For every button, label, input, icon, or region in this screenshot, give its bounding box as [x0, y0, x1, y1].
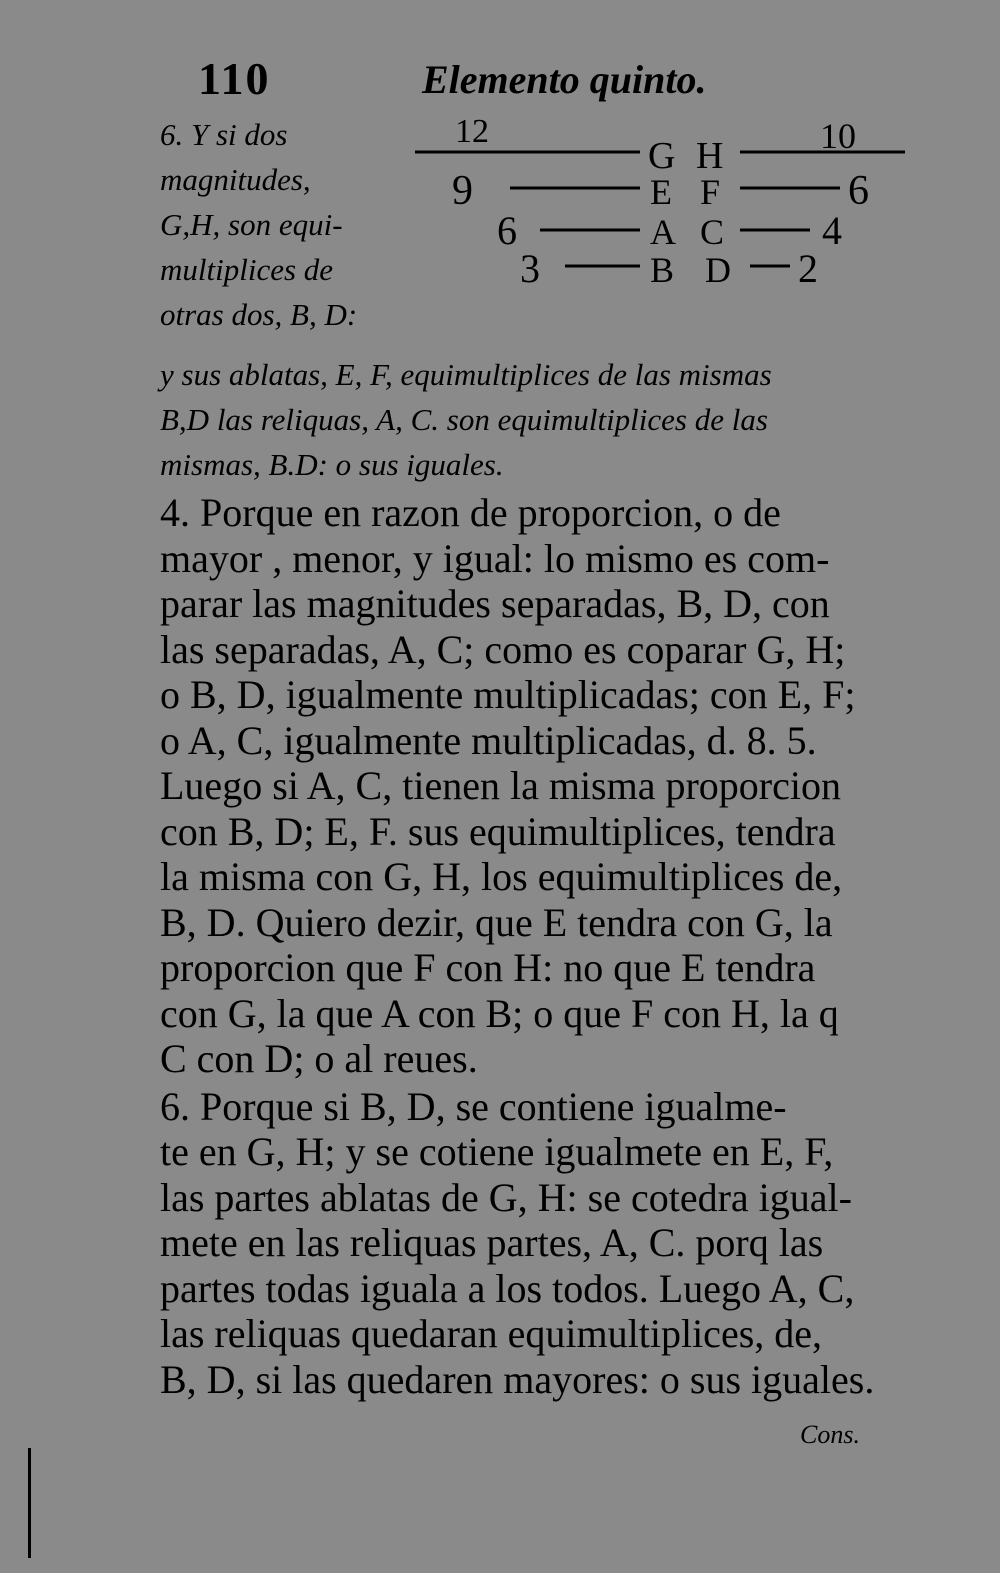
- text-line: las reliquas quedaran equimultiplices, de,: [160, 1311, 823, 1356]
- figure-number: 12: [455, 113, 489, 150]
- figure-number: 4: [822, 208, 842, 253]
- figure-label-e: E: [650, 172, 672, 212]
- figure-number: 3: [520, 246, 540, 291]
- note-line: multiplices de: [160, 252, 334, 287]
- text-line: partes todas iguala a los todos. Luego A, C,: [160, 1265, 855, 1311]
- magnitudes-figure: [400, 110, 940, 310]
- text-line: o A, C, igualmente multiplicadas, d. 8. 5.: [160, 717, 817, 763]
- margin-rule: [28, 1448, 31, 1558]
- body-text: [160, 490, 940, 1402]
- figure-label-a: A: [650, 212, 676, 252]
- text-line: 6. Porque si B, D, se contiene igualme-: [160, 1083, 787, 1129]
- text-line: proporcion que F con H: no que E tendra: [160, 945, 816, 990]
- text-line: con B, D; E, F. sus equimultiplices, tendra: [160, 808, 836, 854]
- text-line: te en G, H; y se cotiene igualmete en E, F,: [160, 1129, 834, 1174]
- note-line: mismas, B.D: o sus iguales.: [160, 447, 504, 482]
- note-line: B,D las reliquas, A, C. son equimultiplices de las: [160, 402, 768, 437]
- text-line: mete en las reliquas partes, A, C. porq las: [160, 1220, 824, 1265]
- text-line: o B, D, igualmente multiplicadas; con E, F;: [160, 672, 856, 717]
- note-line: G,H, son equi-: [160, 207, 343, 242]
- running-title: Elemento quinto.: [422, 57, 707, 102]
- marginal-proposition: [160, 112, 390, 337]
- text-line: con G, la que A con B; o que F con H, la q: [160, 990, 839, 1036]
- text-line: B, D, si las quedaren mayores: o sus iguales.: [160, 1356, 875, 1402]
- figure-label-d: D: [705, 250, 731, 290]
- catchword: Cons.: [800, 1420, 860, 1449]
- figure-number: 2: [798, 246, 818, 291]
- figure-label-f: F: [700, 172, 721, 212]
- figure-number: 6: [497, 208, 517, 253]
- figure-number: 6: [848, 168, 869, 214]
- note-line: magnitudes,: [160, 162, 311, 197]
- text-line: la misma con G, H, los equimultiplices de,: [160, 854, 843, 899]
- note-line: y sus ablatas, E, F, equimultiplices de las mismas: [160, 357, 772, 392]
- text-line: Luego si A, C, tienen la misma proporcion: [160, 763, 841, 808]
- text-line: las partes ablatas de G, H: se cotedra igual-: [160, 1174, 852, 1220]
- figure-label-b: B: [650, 250, 675, 290]
- note-line: 6. Y si dos: [160, 117, 288, 152]
- text-line: B, D. Quiero dezir, que E tendra con G, la: [160, 899, 833, 945]
- figure-label-h: H: [696, 135, 724, 177]
- figure-label-c: C: [700, 212, 725, 252]
- figure-number: 9: [452, 168, 473, 214]
- marginal-proposition-continued: [160, 352, 940, 487]
- text-line: 4. Porque en razon de proporcion, o de: [160, 490, 781, 535]
- figure-svg: [400, 110, 940, 310]
- text-line: las separadas, A, C; como es coparar G, H;: [160, 626, 846, 672]
- page-number: 110: [198, 53, 271, 104]
- figure-label-g: G: [648, 135, 676, 177]
- text-line: C con D; o al reues.: [160, 1036, 478, 1081]
- note-line: otras dos, B, D:: [160, 297, 358, 332]
- text-line: parar las magnitudes separadas, B, D, con: [160, 581, 830, 626]
- page-header: [190, 52, 930, 102]
- figure-number: 10: [820, 116, 856, 156]
- text-line: mayor , menor, y igual: lo mismo es com-: [160, 535, 830, 581]
